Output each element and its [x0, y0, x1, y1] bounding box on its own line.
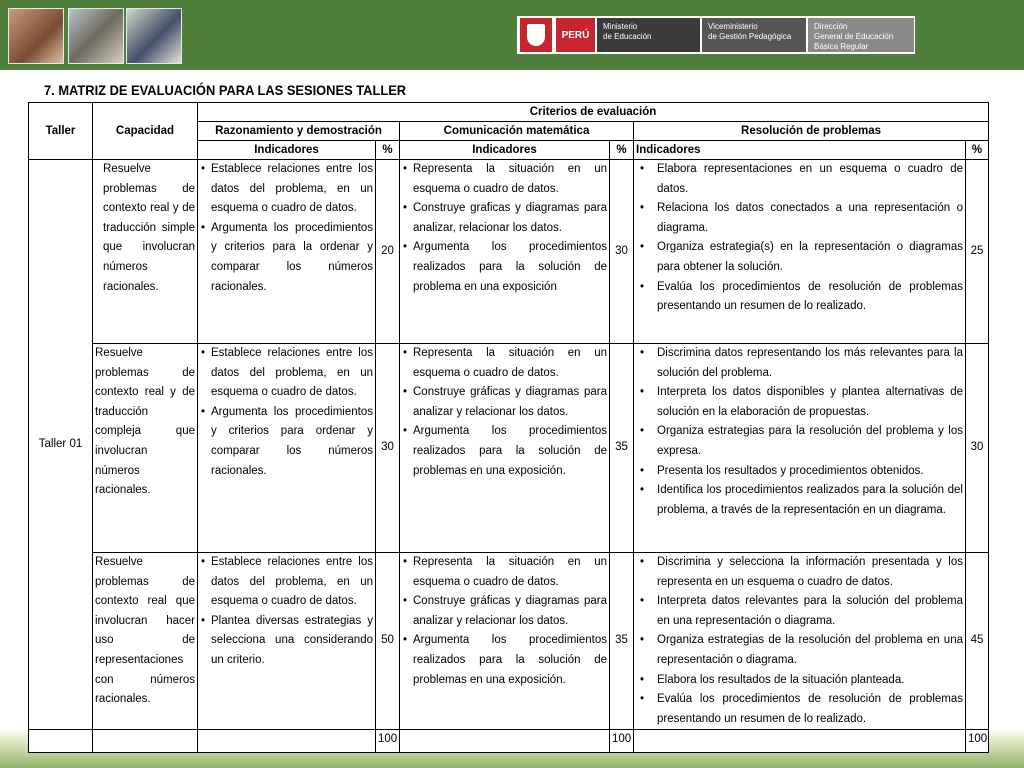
indicator-item: • Plantea diversas estrategias y selecciona una considerando un criterio. — [200, 612, 373, 671]
indicator-item: • Evalúa los procedimientos de resolución de problemas presentando un resumen de lo realizado. — [636, 690, 963, 729]
comunicacion-indicators — [400, 160, 610, 344]
indicator-item: • Establece relaciones entre los datos del problema, en un esquema o cuadro de datos. — [200, 344, 373, 403]
taller-name: Taller 01 — [29, 160, 93, 730]
capacidad-cell: Resuelve problemas de contexto real y de traducción simple que involucran números racionales. — [93, 160, 198, 344]
peru-label: PERÚ — [556, 18, 595, 52]
comunicacion-pct: 35 — [610, 553, 634, 730]
header-razonamiento: Razonamiento y demostración — [198, 122, 400, 141]
indicator-item: • Argumenta los procedimientos y criterios para la ordenar y comparar los números racionales. — [200, 219, 373, 297]
indicator-item: • Organiza estrategias de la resolución del problema en una representación o diagrama. — [636, 631, 963, 670]
indicator-item: • Identifica los procedimientos realizados para la solución del problema, a través de la representación en un diagrama. — [636, 481, 963, 520]
indicator-item: • Argumenta los procedimientos realizados para la solución de problemas en una exposición. — [402, 422, 607, 481]
indicator-item: • Interpreta los datos disponibles y plantea alternativas de solución en la elaboración de propuestas. — [636, 383, 963, 422]
header-indicadores: Indicadores — [634, 141, 966, 160]
indicator-item: • Construye graficas y diagramas para analizar, relacionar los datos. — [402, 199, 607, 238]
indicator-item: • Construye gráficas y diagramas para analizar y relacionar los datos. — [402, 383, 607, 422]
resolucion-indicators — [634, 160, 966, 344]
comunicacion-indicators — [400, 553, 610, 730]
table-row — [29, 553, 989, 730]
razonamiento-indicators — [198, 344, 376, 553]
indicator-item: • Elabora los resultados de la situación planteada. — [636, 671, 963, 691]
header-photo-children — [8, 8, 64, 64]
capacidad-cell: Resuelve problemas de contexto real que involucran hacer uso de representaciones con números racionales. — [93, 553, 198, 730]
razonamiento-pct: 30 — [376, 344, 400, 553]
header-comunicacion: Comunicación matemática — [400, 122, 634, 141]
razonamiento-indicators — [198, 553, 376, 730]
indicator-item: • Evalúa los procedimientos de resolución de problemas presentando un resumen de lo realizado. — [636, 278, 963, 317]
indicator-item: • Representa la situación en un esquema o cuadro de datos. — [402, 553, 607, 592]
indicator-item: • Argumenta los procedimientos realizados para la solución de problemas en una exposición. — [402, 631, 607, 690]
header-criterios: Criterios de evaluación — [198, 103, 989, 122]
indicator-item: • Representa la situación en un esquema o cuadro de datos. — [402, 344, 607, 383]
indicator-item: • Construye gráficas y diagramas para analizar y relacionar los datos. — [402, 592, 607, 631]
viceministerio-label: Viceministerio de Gestión Pedagógica — [702, 18, 806, 52]
indicator-item: • Elabora representaciones en un esquema o cuadro de datos. — [636, 160, 963, 199]
total-resolucion: 100 — [966, 730, 989, 753]
header-pct: % — [376, 141, 400, 160]
comunicacion-pct: 30 — [610, 160, 634, 344]
indicator-item: • Discrimina datos representando los más relevantes para la solución del problema. — [636, 344, 963, 383]
indicator-item: • Presenta los resultados y procedimientos obtenidos. — [636, 462, 963, 482]
resolucion-indicators — [634, 553, 966, 730]
header-pct: % — [610, 141, 634, 160]
header-indicadores: Indicadores — [198, 141, 376, 160]
indicator-item: • Establece relaciones entre los datos del problema, en un esquema o cuadro de datos. — [200, 553, 373, 612]
totals-row — [29, 730, 989, 753]
razonamiento-pct: 50 — [376, 553, 400, 730]
resolucion-indicators — [634, 344, 966, 553]
evaluation-matrix-table — [28, 102, 989, 753]
direccion-label: Dirección General de Educación Básica Regular — [808, 18, 914, 52]
indicator-item: • Interpreta datos relevantes para la solución del problema en una representación o diagrama. — [636, 592, 963, 631]
comunicacion-indicators — [400, 344, 610, 553]
total-razonamiento: 100 — [376, 730, 400, 753]
capacidad-cell: Resuelve problemas de contexto real y de traducción compleja que involucran números racionales. — [93, 344, 198, 553]
indicator-item: • Relaciona los datos conectados a una representación o diagrama. — [636, 199, 963, 238]
indicator-item: • Representa la situación en un esquema o cuadro de datos. — [402, 160, 607, 199]
table-row — [29, 160, 989, 344]
header-capacidad: Capacidad — [93, 103, 198, 160]
indicator-item: • Discrimina y selecciona la información presentada y los representa en un esquema o cuadro de datos. — [636, 553, 963, 592]
total-comunicacion: 100 — [610, 730, 634, 753]
indicator-item: • Argumenta los procedimientos realizados para la solución de problema en una exposición — [402, 238, 607, 297]
resolucion-pct: 30 — [966, 344, 989, 553]
peru-coat-of-arms-icon — [520, 18, 552, 52]
razonamiento-indicators — [198, 160, 376, 344]
header-resolucion: Resolución de problemas — [634, 122, 989, 141]
indicator-item: • Organiza estrategias para la resolución del problema y los expresa. — [636, 422, 963, 461]
header-photo-classroom — [68, 8, 124, 64]
razonamiento-pct: 20 — [376, 160, 400, 344]
indicator-item: • Argumenta los procedimientos y criterios para ordenar y comparar los números racionales. — [200, 403, 373, 481]
header-indicadores: Indicadores — [400, 141, 610, 160]
page-title: 7. MATRIZ DE EVALUACIÓN PARA LAS SESIONES TALLER — [44, 82, 407, 98]
indicator-item: • Organiza estrategia(s) en la representación o diagramas para obtener la solución. — [636, 238, 963, 277]
ministerio-label: Ministerio de Educación — [597, 18, 700, 52]
header-pct: % — [966, 141, 989, 160]
indicator-item: • Establece relaciones entre los datos del problema, en un esquema o cuadro de datos. — [200, 160, 373, 219]
header-photo-students — [126, 8, 182, 64]
comunicacion-pct: 35 — [610, 344, 634, 553]
table-row — [29, 344, 989, 553]
resolucion-pct: 45 — [966, 553, 989, 730]
resolucion-pct: 25 — [966, 160, 989, 344]
header-taller: Taller — [29, 103, 93, 160]
